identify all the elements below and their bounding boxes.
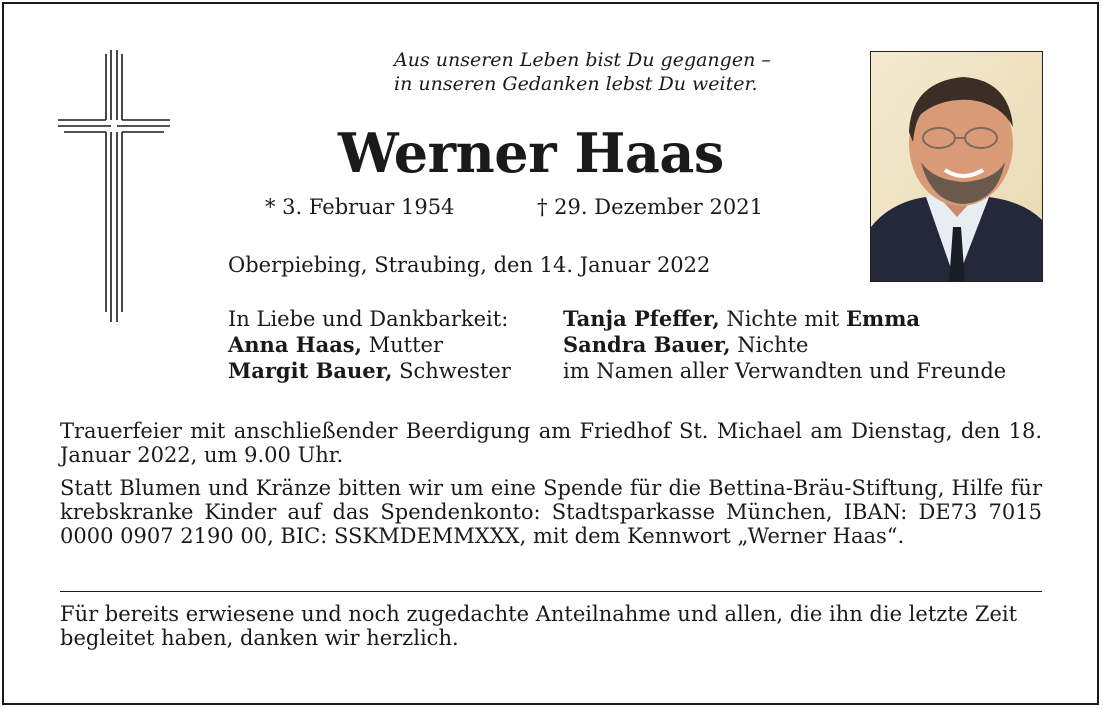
mourners-left [228,306,511,384]
mourners-intro: In Liebe und Dankbarkeit: [228,307,509,331]
thanks-text: Für bereits erwiesene und noch zugedachte Anteilnahme und allen, die ihn die letzte Zeit begleitet haben, danken wir herzlich. [60,602,1018,650]
cross-icon [58,50,170,322]
death-date: † 29. Dezember 2021 [537,195,763,219]
funeral-info: Trauerfeier mit anschließender Beerdigung am Friedhof St. Michael am Dienstag, den 18. Januar 2022, um 9.00 Uhr. [60,419,1042,467]
mourner-name: Margit Bauer, [228,358,393,383]
mourner-entry [228,332,511,358]
mourner-entry [563,332,1006,358]
mourner-name: Tanja Pfeffer, [563,306,720,331]
divider [60,591,1042,592]
memorial-quote [394,48,771,96]
mourner-relation: Mutter [361,333,443,357]
mourner-entry [228,358,511,384]
donation-info: Statt Blumen und Kränze bitten wir um eine Spende für die Bettina-Bräu-Stiftung, Hilfe für krebskranke Kinder auf das Spendenkonto: Stadtsparkasse München, IBAN: DE73 7015 0000 0907 2190 00, BIC: SSKMDEMMXXX, mit dem Kennwort „Werner Haas“. [60,476,1042,548]
mourners-right [563,306,1006,384]
mourner-relation: Nichte [730,333,809,357]
quote-line-1: Aus unseren Leben bist Du gegangen – [394,49,771,71]
mourner-relation: Schwester [392,359,511,383]
mourner-name: Anna Haas, [228,332,362,357]
quote-line-2: in unseren Gedanken lebst Du weiter. [394,73,758,95]
place-date: Oberpiebing, Straubing, den 14. Januar 2022 [228,253,711,277]
mourner-extra-name: Emma [845,306,921,331]
portrait-photo [870,51,1043,282]
birth-date: * 3. Februar 1954 [265,195,455,219]
mourner-name: Sandra Bauer, [563,332,731,357]
deceased-name: Werner Haas [338,121,724,185]
mourners-closing: im Namen aller Verwandten und Freunde [563,359,1007,383]
mourner-entry [563,306,1006,332]
mourner-relation: Nichte mit [719,307,846,331]
